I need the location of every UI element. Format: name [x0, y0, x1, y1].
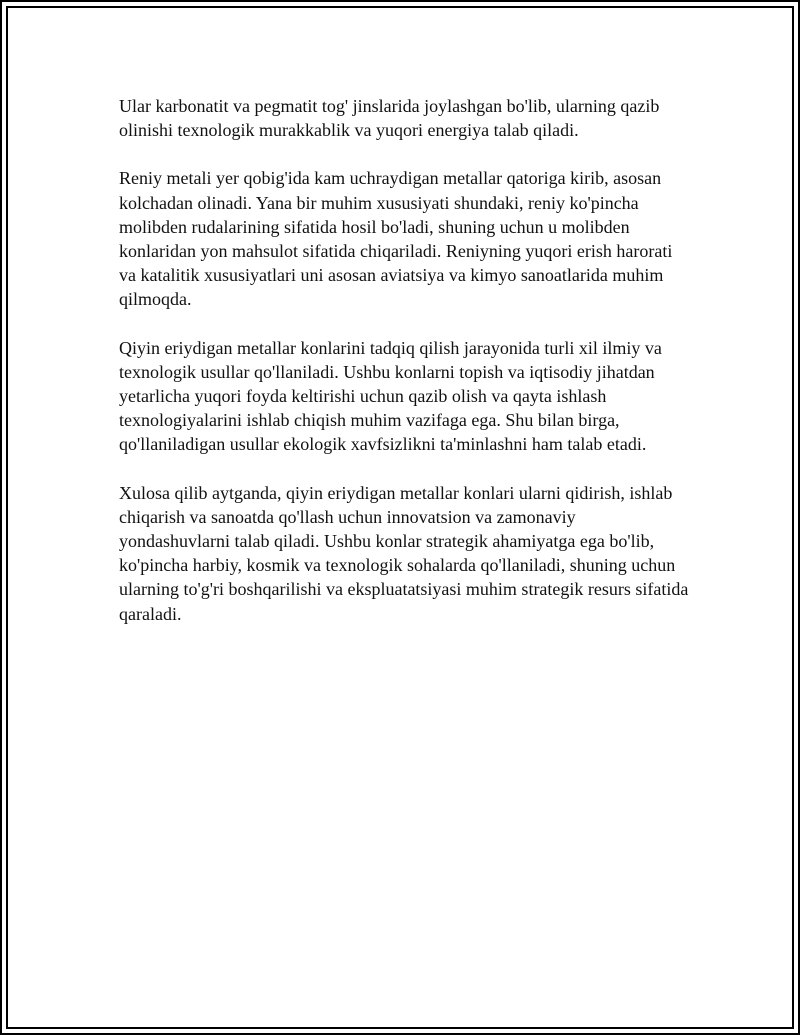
paragraph-4: Xulosa qilib aytganda, qiyin eriydigan metallar konlari ularni qidirish, ishlab chiqarish va sanoatda qo'llash uchun innovatsion va zamonaviy yondashuvlarni talab qiladi. Ushbu konlar strategik ahamiyatga ega bo'lib, ko'pincha harbiy, kosmik va texnologik sohalarda qo'llaniladi, shuning uchun ularning to'g'ri boshqarilishi va ekspluatatsiyasi muhim strategik resurs sifatida qaraladi. [119, 482, 689, 624]
document-body [119, 94, 691, 650]
paragraph-1: Ular karbonatit va pegmatit tog' jinslarida joylashgan bo'lib, ularning qazib olinishi texnologik murakkablik va yuqori energiya talab qiladi. [119, 96, 660, 141]
paragraph-3: Qiyin eriydigan metallar konlarini tadqiq qilish jarayonida turli xil ilmiy va texnologik usullar qo'llaniladi. Ushbu konlarni topish va iqtisodiy jihatdan yetarlicha yuqori foyda keltirishi uchun qazib olish va qayta ishlash texnologiyalarini ishlab chiqish muhim vazifaga ega. Shu bilan birga, qo'llaniladigan usullar ekologik xavfsizlikni ta'minlashni ham talab etadi. [119, 337, 662, 455]
paragraph-2: Reniy metali yer qobig'ida kam uchraydigan metallar qatoriga kirib, asosan kolchadan olinadi. Yana bir muhim xususiyati shundaki, reniy ko'pincha molibden rudalarining sifatida hosil bo'ladi, shuning uchun u molibden konlaridan yon mahsulot sifatida chiqariladi. Reniyning yuqori erish harorati va katalitik xususiyatlari uni asosan aviatsiya va kimyo sanoatlarida muhim qilmoqda. [119, 168, 673, 310]
